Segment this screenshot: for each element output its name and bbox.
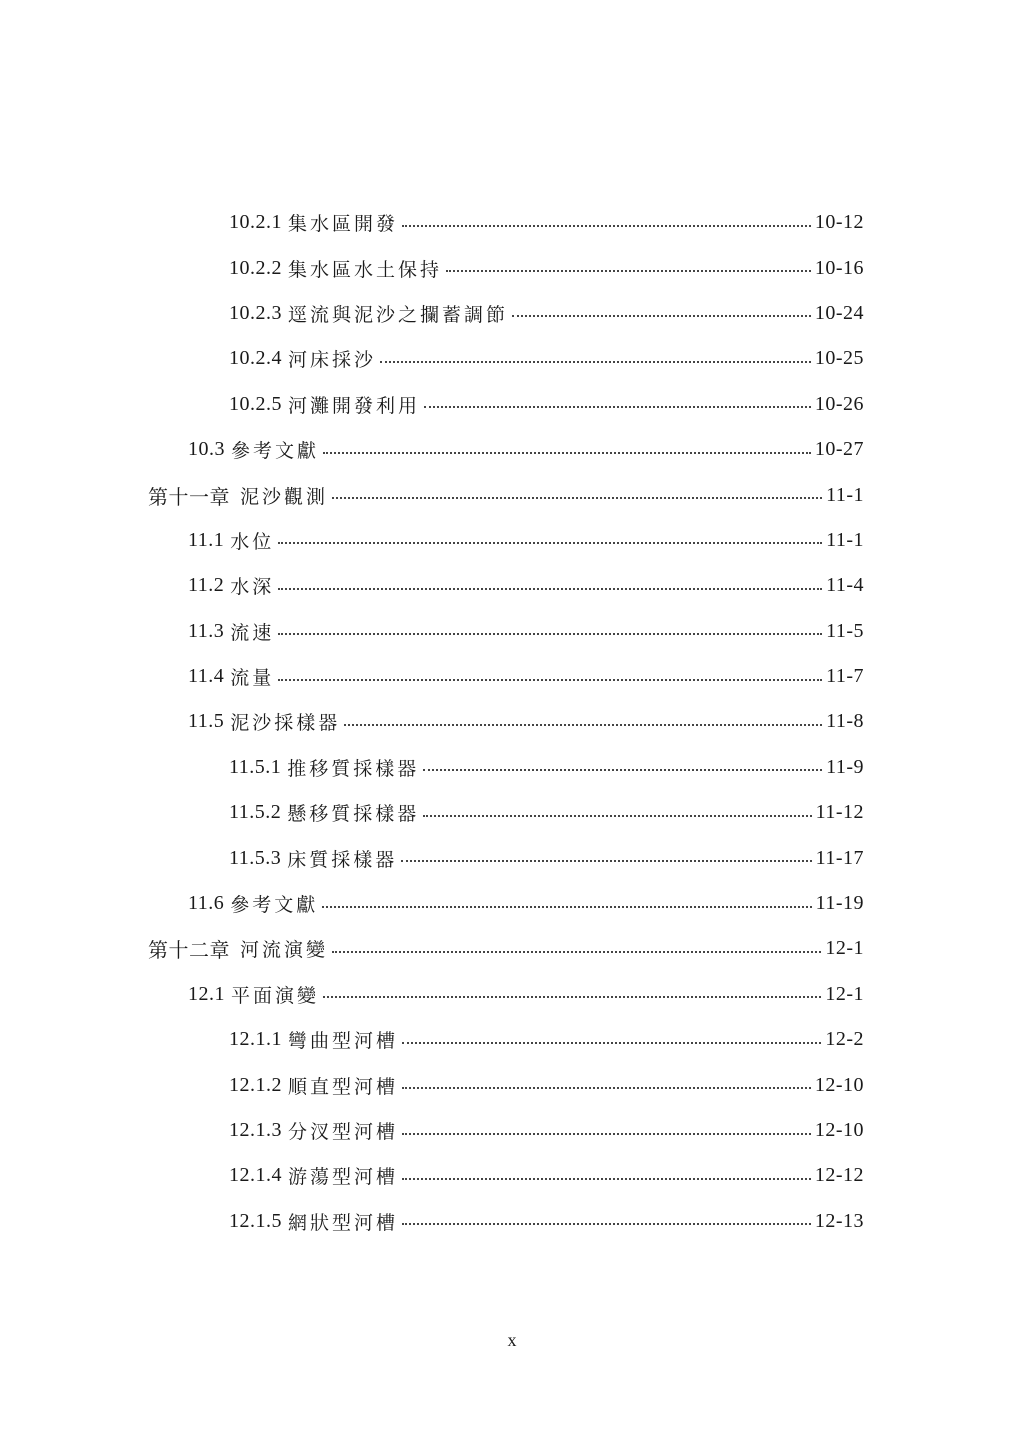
toc-entry-page: 10-12 — [814, 211, 864, 234]
toc-leader-dots — [322, 906, 811, 908]
toc-leader-dots — [278, 542, 822, 544]
toc-leader-dots — [402, 1087, 811, 1089]
toc-entry-title: 流速 — [230, 621, 275, 644]
toc-entry-page: 10-16 — [814, 256, 864, 279]
toc-entry — [0, 1153, 1024, 1198]
toc-entry-number: 11.6 — [188, 892, 225, 915]
toc-leader-dots — [402, 1042, 821, 1044]
toc-entry — [0, 563, 1024, 608]
toc-leader-dots — [278, 679, 822, 681]
toc-entry-number: 11.5.3 — [229, 846, 282, 869]
toc-entry-number: 12.1 — [188, 982, 225, 1005]
toc-leader-dots — [278, 633, 822, 635]
toc-entry-page: 12-1 — [825, 937, 864, 960]
toc-entry-title: 泥沙觀測 — [240, 485, 329, 508]
toc-entry-page: 11-7 — [826, 665, 864, 688]
toc-entry-number: 11.2 — [188, 574, 225, 597]
toc-leader-dots — [332, 951, 821, 953]
toc-entry-title: 河流演變 — [240, 939, 329, 962]
toc-entry-page: 12-10 — [814, 1073, 864, 1096]
toc-entry-title: 懸移質採樣器 — [287, 803, 420, 826]
toc-leader-dots — [323, 996, 821, 998]
toc-entry-page: 11-9 — [826, 755, 864, 778]
toc-entry-title: 逕流與泥沙之攔蓄調節 — [288, 303, 509, 326]
toc-entry-title: 集水區開發 — [288, 213, 399, 236]
toc-leader-dots — [332, 497, 822, 499]
toc-entry-page: 11-1 — [826, 483, 864, 506]
toc-entry — [0, 427, 1024, 472]
toc-leader-dots — [402, 1178, 811, 1180]
toc-entry-page: 10-24 — [814, 301, 864, 324]
toc-entry-number: 12.1.3 — [229, 1119, 282, 1141]
toc-entry — [0, 382, 1024, 427]
toc-entry-title: 網狀型河槽 — [288, 1211, 399, 1234]
toc-entry — [0, 1017, 1024, 1062]
toc-entry-page: 11-8 — [826, 710, 864, 733]
toc-entry — [0, 790, 1024, 835]
toc-entry-page: 12-13 — [814, 1209, 864, 1232]
toc-entry — [0, 1062, 1024, 1107]
toc-entry — [0, 1108, 1024, 1153]
table-of-contents — [0, 200, 1024, 1244]
toc-entry — [0, 835, 1024, 880]
toc-entry-number: 11.5.1 — [229, 755, 282, 778]
toc-entry-page: 12-1 — [825, 982, 864, 1005]
toc-entry — [0, 926, 1024, 971]
toc-entry-title: 參考文獻 — [230, 894, 319, 917]
toc-leader-dots — [423, 769, 822, 771]
toc-leader-dots — [424, 406, 811, 408]
toc-entry-title: 水位 — [230, 530, 275, 553]
toc-entry-page: 12-2 — [825, 1028, 864, 1051]
toc-entry-number: 12.1.5 — [229, 1209, 282, 1232]
toc-leader-dots — [402, 225, 811, 227]
toc-leader-dots — [402, 1223, 811, 1225]
toc-entry — [0, 654, 1024, 699]
toc-leader-dots — [446, 270, 811, 272]
toc-entry-title: 推移質採樣器 — [287, 757, 420, 780]
toc-entry — [0, 200, 1024, 245]
toc-entry-page: 11-12 — [815, 801, 864, 824]
toc-entry-page: 11-1 — [826, 528, 864, 551]
toc-leader-dots — [323, 452, 811, 454]
page-number: x — [507, 1330, 517, 1350]
toc-entry-page: 10-27 — [814, 438, 864, 461]
toc-leader-dots — [401, 860, 811, 862]
toc-entry-number: 11.3 — [188, 619, 225, 642]
toc-entry-number: 10.2.1 — [229, 211, 282, 234]
toc-entry-page: 10-26 — [814, 392, 864, 415]
toc-entry-number: 12.1.1 — [229, 1028, 282, 1051]
toc-entry — [0, 291, 1024, 336]
toc-entry-number: 12.1.4 — [229, 1164, 282, 1187]
toc-leader-dots — [380, 361, 811, 363]
toc-entry-number: 第十一章 — [148, 486, 230, 509]
toc-entry-page: 11-17 — [815, 846, 864, 869]
toc-entry-title: 床質採樣器 — [287, 848, 398, 871]
toc-entry-number: 10.2.4 — [229, 347, 282, 370]
toc-entry-number: 11.4 — [188, 665, 225, 688]
toc-entry-title: 河灘開發利用 — [288, 394, 421, 417]
toc-entry-number: 10.2.5 — [229, 392, 282, 415]
toc-entry-page: 12-10 — [814, 1119, 864, 1141]
toc-entry-title: 參考文獻 — [231, 440, 320, 463]
toc-leader-dots — [278, 588, 822, 590]
toc-entry-page: 11-5 — [826, 619, 864, 642]
toc-entry — [0, 518, 1024, 563]
toc-leader-dots — [512, 315, 811, 317]
toc-leader-dots — [402, 1133, 811, 1135]
toc-entry-title: 分汊型河槽 — [288, 1121, 399, 1143]
toc-entry-number: 11.5.2 — [229, 801, 282, 824]
toc-entry — [0, 972, 1024, 1017]
toc-leader-dots — [423, 815, 811, 817]
toc-entry-page: 11-19 — [815, 892, 864, 915]
toc-entry-title: 平面演變 — [231, 984, 320, 1007]
toc-entry-page: 10-25 — [814, 347, 864, 370]
toc-entry — [0, 881, 1024, 926]
toc-entry-page: 12-12 — [814, 1164, 864, 1187]
toc-entry-title: 順直型河槽 — [288, 1075, 399, 1098]
toc-entry — [0, 245, 1024, 290]
toc-entry-number: 11.5 — [188, 710, 225, 733]
toc-entry-title: 泥沙採樣器 — [230, 712, 341, 735]
toc-entry — [0, 1199, 1024, 1244]
toc-entry — [0, 609, 1024, 654]
toc-entry-number: 第十二章 — [148, 940, 230, 963]
toc-entry — [0, 336, 1024, 381]
toc-entry-title: 流量 — [230, 667, 275, 690]
toc-entry — [0, 699, 1024, 744]
toc-entry-number: 10.3 — [188, 438, 225, 461]
toc-entry-title: 游蕩型河槽 — [288, 1166, 399, 1189]
toc-leader-dots — [344, 724, 822, 726]
toc-entry-number: 10.2.3 — [229, 301, 282, 324]
toc-entry-title: 水深 — [230, 576, 275, 599]
toc-entry — [0, 745, 1024, 790]
toc-entry-number: 12.1.2 — [229, 1073, 282, 1096]
toc-entry — [0, 472, 1024, 517]
toc-entry-number: 11.1 — [188, 528, 225, 551]
toc-entry-title: 河床採沙 — [288, 349, 377, 372]
toc-entry-page: 11-4 — [826, 574, 864, 597]
toc-entry-title: 集水區水土保持 — [288, 258, 443, 281]
toc-entry-number: 10.2.2 — [229, 256, 282, 279]
toc-entry-title: 彎曲型河槽 — [288, 1030, 399, 1053]
